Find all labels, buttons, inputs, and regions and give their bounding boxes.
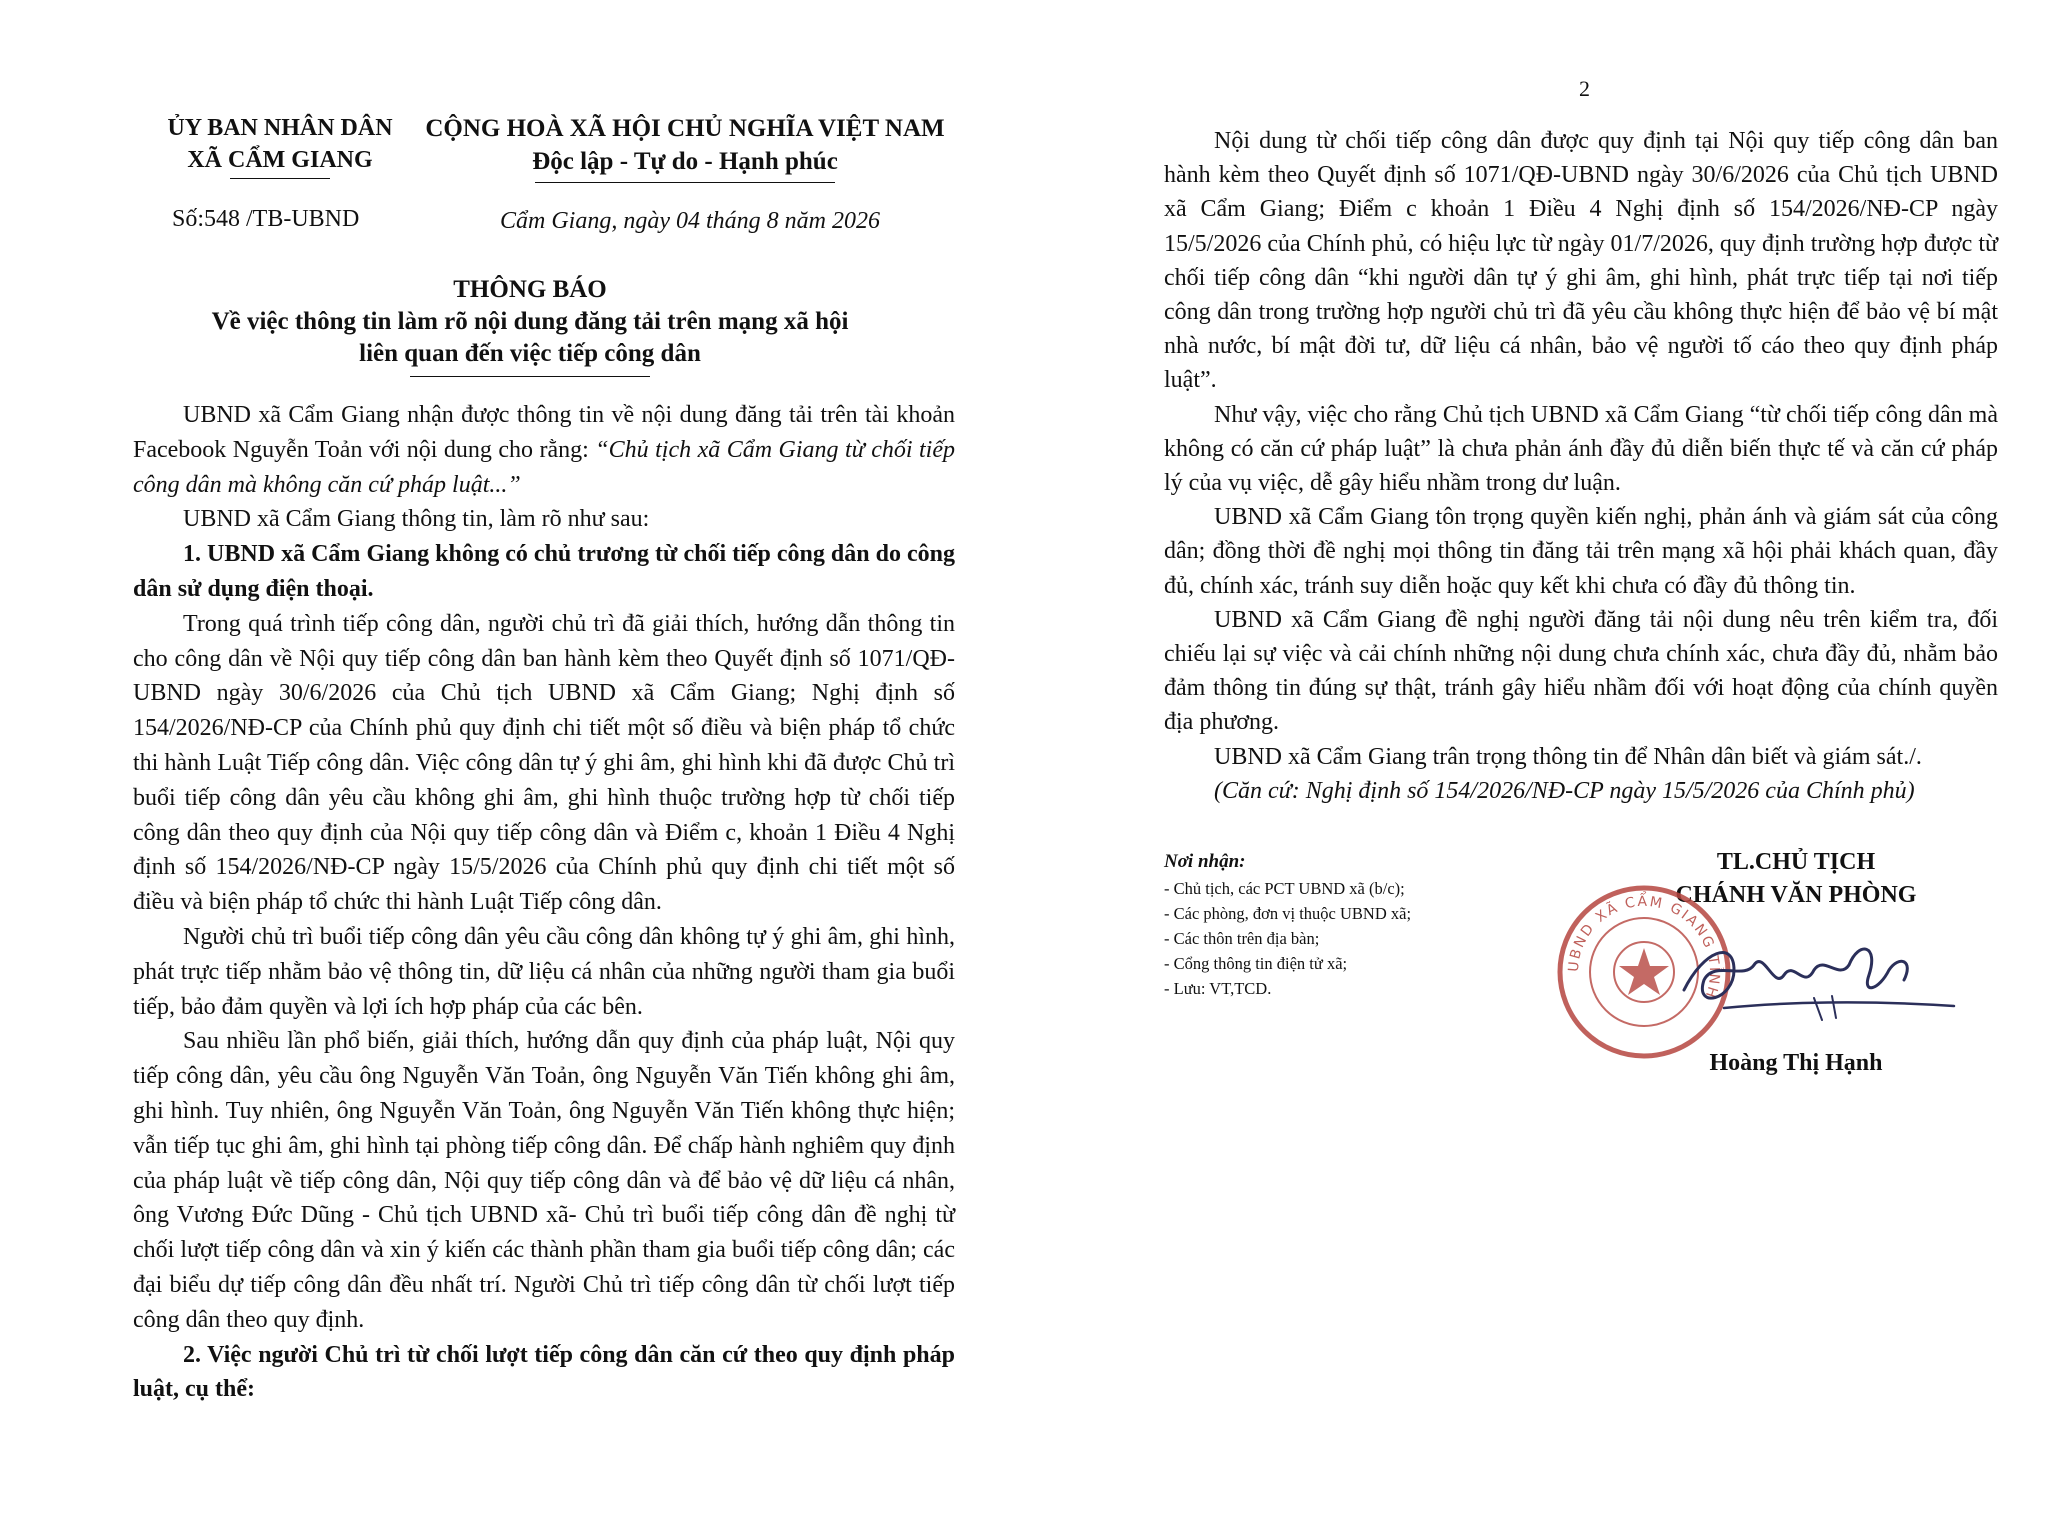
document-title: THÔNG BÁO [453,276,607,303]
issuing-authority [140,112,420,179]
authority-underline [230,178,330,179]
signer-title-2: CHÁNH VĂN PHÒNG [1675,882,1917,908]
signer-name: Hoàng Thị Hạnh [1709,1050,1883,1076]
seal-text: UBND XÃ CẨM GIANG TỈNH [1565,893,1723,1002]
motto: Độc lập - Tự do - Hạnh phúc [532,148,838,175]
paragraph: Sau nhiều lần phổ biến, giải thích, hướng dẫn quy định của pháp luật, Nội quy tiếp công dân, yêu cầu ông Nguyễn Văn Toản, ông Nguyễn Văn Tiến không ghi âm, ghi hình. Tuy nhiên, ông Nguyễn Văn Toản, ông Nguyễn Văn Tiến không thực hiện; vẫn tiếp tục ghi âm, ghi hình tại phòng tiếp công dân. Để chấp hành nghiêm quy định của pháp luật về tiếp công dân, Nội quy tiếp công dân và để bảo vệ dữ liệu cá nhân, ông Vương Đức Dũng - Chủ tịch UBND xã- Chủ trì buổi tiếp công dân đề nghị từ chối lượt tiếp công dân và xin ý kiến các thành phần tham gia buổi tiếp công dân; các đại biểu dự tiếp công dân đều nhất trí. Người Chủ trì tiếp công dân từ chối lượt tiếp công dân theo quy định. [133,1028,955,1333]
page-number: 2 [1579,76,1590,101]
document-date: Cẩm Giang, ngày 04 tháng 8 năm 2026 [500,208,880,234]
country-name: CỘNG HOÀ XÃ HỘI CHỦ NGHĨA VIỆT NAM [425,115,945,142]
paragraph: Người chủ trì buổi tiếp công dân yêu cầu công dân không tự ý ghi âm, ghi hình, phát trực tiếp nhằm bảo vệ thông tin, dữ liệu cá nhân của những người tham gia buổi tiếp, bảo đảm quyền và lợi ích hợp pháp của các bên. [133,923,955,1020]
recipient-item: - Cổng thông tin điện tử xã; [1164,954,1348,973]
section-heading-2: 2. Việc người Chủ trì từ chối lượt tiếp công dân căn cứ theo quy định pháp luật, cụ thể: [133,1341,955,1403]
authority-line-1: ỦY BAN NHÂN DÂN [167,115,393,141]
recipient-item: - Các phòng, đơn vị thuộc UBND xã; [1164,904,1412,923]
page-2-body [1164,124,1998,808]
document-number: Số:548 /TB-UBND [172,206,360,232]
recipient-item: - Các thôn trên địa bàn; [1164,929,1320,948]
title-underline [410,376,650,377]
paragraph: Nội dung từ chối tiếp công dân được quy định tại Nội quy tiếp công dân ban hành kèm theo Quyết định số 1071/QĐ-UBND ngày 30/6/2026 của Chủ tịch UBND xã Cẩm Giang; Điểm c khoản 1 Điều 4 Nghị định số 154/2026/NĐ-CP ngày 15/5/2026 của Chính phủ, có hiệu lực từ ngày 01/7/2026, quy định trường hợp được từ chối tiếp công dân “khi người dân tự ý ghi âm, ghi hình, phát trực tiếp tại nơi tiếp công dân trong trường hợp người chủ trì đã yêu cầu không thực hiện để bảo vệ bí mật nhà nước, bí mật đời tư, dữ liệu cá nhân, bảo vệ người tố cáo theo quy định pháp luật”. [1164,128,1998,394]
document-subtitle-2: liên quan đến việc tiếp công dân [359,340,701,367]
recipient-item: - Chủ tịch, các PCT UBND xã (b/c); [1164,879,1405,898]
paragraph: UBND xã Cẩm Giang đề nghị người đăng tải nội dung nêu trên kiểm tra, đối chiếu lại sự việc và cải chính những nội dung chưa chính xác, chưa đầy đủ, nhằm bảo đảm thông tin đúng sự thật, tránh gây hiểu nhầm đối với hoạt động của chính quyền địa phương. [1164,606,1998,736]
recipients-block [1164,849,1524,1001]
page-2 [1024,0,2048,1536]
legal-basis-note: (Căn cứ: Nghị định số 154/2026/NĐ-CP ngày 15/5/2026 của Chính phủ) [1214,777,1915,804]
paragraph: Như vậy, việc cho rằng Chủ tịch UBND xã Cẩm Giang “từ chối tiếp công dân mà không có căn cứ pháp luật” là chưa phản ánh đầy đủ diễn biến thực tế và căn cứ pháp lý của vụ việc, dễ gây hiểu nhầm trong dư luận. [1164,401,1998,497]
section-heading-1: 1. UBND xã Cẩm Giang không có chủ trương từ chối tiếp công dân do công dân sử dụng điện thoại. [133,541,955,602]
paragraph: UBND xã Cẩm Giang tôn trọng quyền kiến nghị, phản ánh và giám sát của công dân; đồng thời đề nghị mọi thông tin đăng tải trên mạng xã hội phải khách quan, đầy đủ, chính xác, tránh suy diễn hoặc quy kết khi chưa có đầy đủ thông tin. [1164,504,1998,599]
paragraph-text: UBND xã Cẩm Giang nhận được thông tin về nội dung đăng tải trên tài khoản Facebook Nguyễn Toản với nội dung cho rằng: [133,402,955,463]
motto-underline [535,182,835,183]
document-subtitle-1: Về việc thông tin làm rõ nội dung đăng tải trên mạng xã hội [211,308,849,335]
recipients-title: Nơi nhận: [1164,851,1246,872]
page-1-body [133,398,955,1407]
signer-title-1: TL.CHỦ TỊCH [1716,849,1876,875]
document-title-block [120,274,940,377]
paragraph: Trong quá trình tiếp công dân, người chủ trì đã giải thích, hướng dẫn thông tin cho công dân về Nội quy tiếp công dân ban hành kèm theo Quyết định số 1071/QĐ-UBND ngày 30/6/2026 của Chủ tịch UBND xã Cẩm Giang; Nghị định số 154/2026/NĐ-CP của Chính phủ quy định chi tiết một số điều và biện pháp tổ chức thi hành Luật Tiếp công dân. Việc công dân tự ý ghi âm, ghi hình khi đã được Chủ trì buổi tiếp công dân yêu cầu không ghi âm, ghi hình thuộc trường hợp từ chối tiếp công dân theo quy định của Nội quy tiếp công dân và Điểm c, khoản 1 Điều 4 Nghị định số 154/2026/NĐ-CP ngày 15/5/2026 của Chính phủ quy định chi tiết một số điều và biện pháp tổ chức thi hành Luật Tiếp công dân. [133,610,955,916]
handwritten-signature [1664,920,1964,1040]
national-motto [425,112,945,183]
paragraph: UBND xã Cẩm Giang trân trọng thông tin để Nhân dân biết và giám sát./. [1214,743,1922,770]
quoted-claim: “Chủ tịch xã Cẩm Giang từ chối tiếp công dân mà không căn cứ pháp luật...” [133,436,956,498]
authority-line-2: XÃ CẨM GIANG [187,147,373,173]
paragraph: UBND xã Cẩm Giang thông tin, làm rõ như sau: [183,506,650,533]
paragraph [133,398,955,502]
recipient-item: - Lưu: VT,TCD. [1164,979,1272,998]
